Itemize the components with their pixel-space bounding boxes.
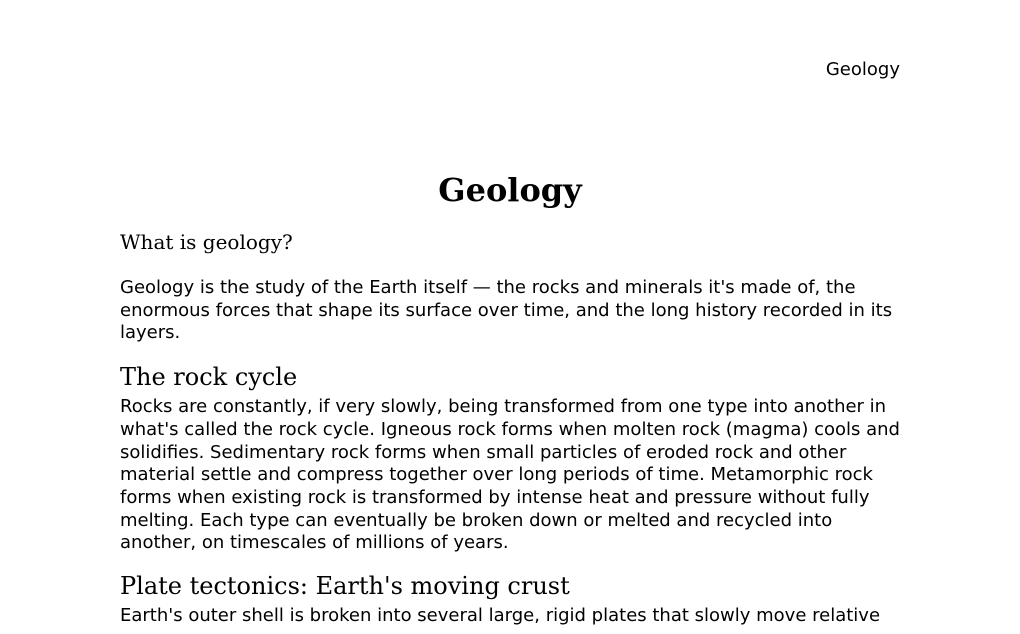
section-heading-rock-cycle: The rock cycle (120, 363, 298, 392)
running-header: Geology (825, 59, 900, 80)
page-title: Geology (438, 171, 582, 209)
section-body-rock-cycle: Rocks are constantly, if very slowly, being transformed from one type into another in what's called the rock cycle. Igneous rock forms when molten rock (magma) cools and solidifies. Sedimentary rock forms when small particles of eroded rock and other material settle and compress together over long periods of time. Metamorphic rock forms when existing rock is transformed by intense heat and pressure without fully melting. Each type can eventually be broken down or melted and recycled into another, on timescales of millions of years. (120, 396, 900, 554)
section-body-plate-tectonics: Earth's outer shell is broken into several large, rigid plates that slowly move relative (120, 605, 881, 627)
page-subtitle: What is geology? (120, 230, 293, 254)
intro-paragraph: Geology is the study of the Earth itself — the rocks and minerals it's made of, the enormous forces that shape its surface over time, and the long history recorded in its layers. (120, 277, 893, 344)
document-body (120, 170, 900, 634)
section-heading-plate-tectonics: Plate tectonics: Earth's moving crust (120, 572, 570, 601)
